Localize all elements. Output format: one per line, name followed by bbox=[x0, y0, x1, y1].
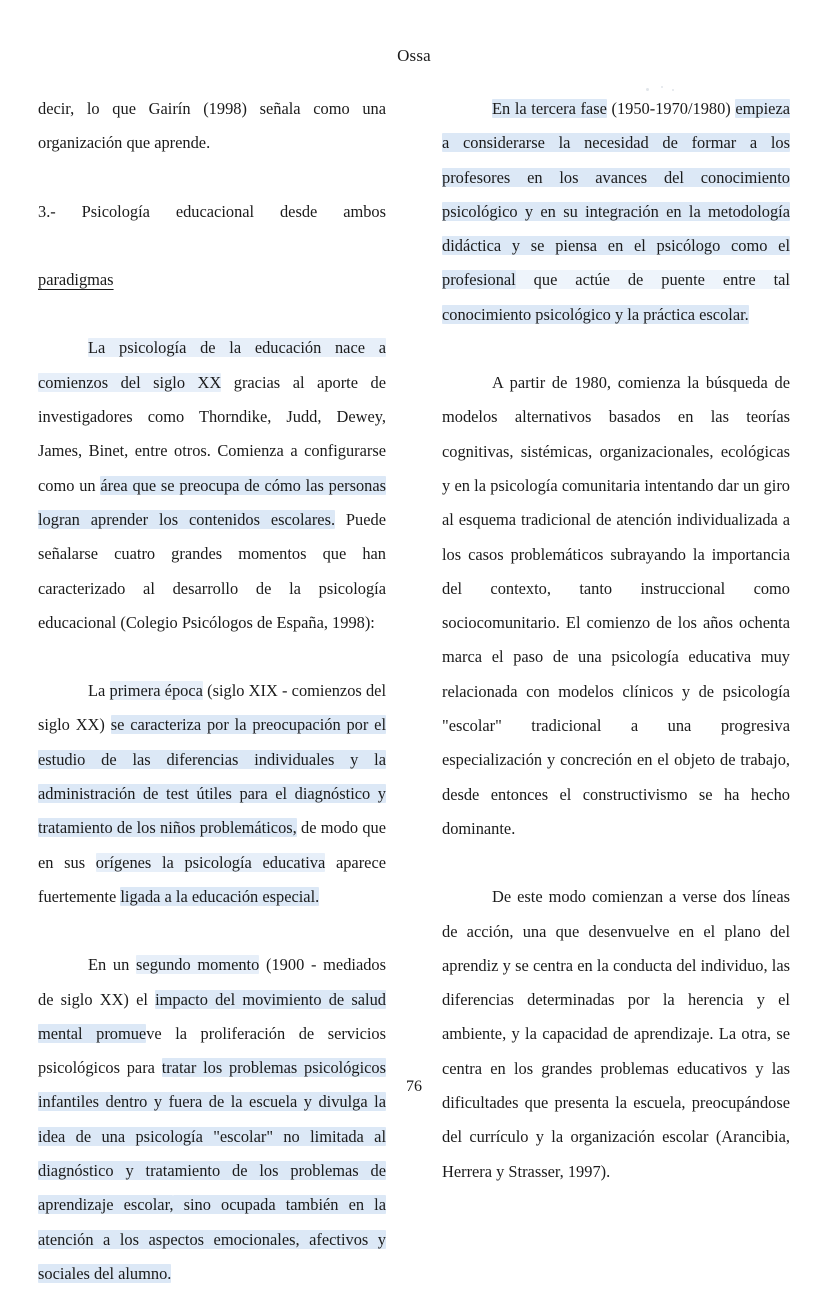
scan-speckle bbox=[646, 88, 649, 91]
text-run: aparece fuertemente bbox=[38, 852, 386, 906]
scan-speckle bbox=[672, 89, 674, 91]
paragraph-de-este-modo: De este modo comienzan a verse dos líneas de acción, una que desenvuelve en el plano del aprendiz y se centra en la conducta del individuo, las diferencias determinadas por la herencia y el ambiente, y la capacidad de aprendizaje. La otra, se centra en los grandes problemas educativos y las dificultades que presenta la escuela, preocupándose del currículo y la organización escolar (Arancibia, Herrera y Strasser, 1997). bbox=[442, 887, 790, 1181]
section-heading bbox=[38, 195, 386, 298]
paragraph-a-partir-1980: A partir de 1980, comienza la búsqueda de modelos alternativos basados en las teorías cognitivas, sistémicas, organizacionales, ecológicas y en la psicología comunitaria intentando dar un giro al esquema tradicional de atención individualizada a los casos problemáticos subrayando la importancia del contexto, tanto instruccional como sociocomunitario. El comienzo de los años ochenta marca el paso de una psicología educativa muy relacionada con modelos clínicos y de psicología "escolar" tradicional a una progresiva especialización y concreción en el objeto de trabajo, desde entonces el constructivismo se ha hecho dominante. bbox=[442, 373, 790, 838]
highlight-run: La psicología de la educación nace a bbox=[88, 338, 386, 358]
text-run: ve la proliferación de servicios psicológicos para bbox=[38, 1023, 386, 1078]
running-head: Ossa bbox=[397, 46, 431, 65]
text-run: Puede señalarse cuatro grandes momentos que han caracterizado al desarrollo de la psicología educacional (Colegio Psicólogos de España, 1998): bbox=[38, 509, 386, 632]
text-run: (1950-1970/1980) bbox=[606, 99, 736, 118]
text-run: La bbox=[88, 681, 110, 701]
paragraph-primera-epoca bbox=[38, 674, 386, 914]
section-heading-line-1 bbox=[38, 195, 386, 264]
highlight-run: impacto del movimiento de salud mental promue bbox=[38, 989, 387, 1043]
highlight-run: que actúe de puente entre tal bbox=[515, 270, 790, 290]
highlight-run: área que se preocupa de cómo las personas logran aprender los contenidos escolares. bbox=[38, 475, 386, 529]
section-heading-line-2: paradigmas bbox=[38, 270, 114, 290]
scan-speckle bbox=[661, 86, 663, 88]
text-run: (1900 - mediados de siglo XX) el bbox=[38, 955, 386, 1009]
left-column bbox=[38, 92, 386, 1291]
highlight-run: comienzos del siglo XX bbox=[38, 372, 222, 392]
text-run: (siglo XIX - comienzos del siglo XX) bbox=[38, 681, 387, 735]
highlight-run: En la tercera fase bbox=[492, 99, 607, 118]
right-column bbox=[442, 92, 790, 1189]
page-number: 76 bbox=[406, 1078, 422, 1095]
highlight-run: primera época bbox=[109, 681, 203, 701]
paragraph-segundo-momento bbox=[38, 948, 386, 1291]
highlight-run: orígenes la psicología educativa bbox=[95, 852, 326, 872]
text-run: de modo que en sus bbox=[38, 818, 386, 872]
highlight-run: se caracteriza por la preocupación por el estudio de las diferencias individuales y la administración de test útiles para el diagnóstico y tratamiento de los niños problemáticos, bbox=[38, 715, 386, 838]
highlight-run: conocimiento psicológico y la práctica escolar. bbox=[442, 304, 749, 324]
paragraph-la-psicologia bbox=[38, 331, 386, 640]
paragraph-decir: decir, lo que Gairín (1998) señala como una organización que aprende. bbox=[38, 99, 386, 153]
highlight-run: ligada a la educación especial. bbox=[120, 886, 320, 906]
highlight-run: empieza a considerarse la necesidad de formar a los profesores en los avances del conocimiento psicológico y en su integración en la metodología didáctica y se piensa en el psicólogo como el profesional bbox=[442, 99, 791, 290]
section-heading-line-1-text: 3.- Psicología educacional desde ambos bbox=[38, 201, 386, 221]
text-run: gracias al aporte de investigadores como Thorndike, Judd, Dewey, James, Binet, entre otros. Comienza a configurarse como un bbox=[38, 372, 386, 495]
paragraph-tercera-fase bbox=[442, 92, 790, 332]
highlight-run: segundo momento bbox=[136, 955, 260, 975]
text-run: En un bbox=[88, 955, 137, 975]
highlight-run: sino ocupada también en la atención a los aspectos emocionales, afectivos y sociales del alumno. bbox=[38, 1195, 386, 1283]
highlight-run: tratar los problemas psicológicos infantiles dentro y fuera de la escuela y divulga la idea de una psicología "escolar" no limitada al diagnóstico y tratamiento de los problemas de aprendizaje escolar, bbox=[38, 1058, 386, 1215]
